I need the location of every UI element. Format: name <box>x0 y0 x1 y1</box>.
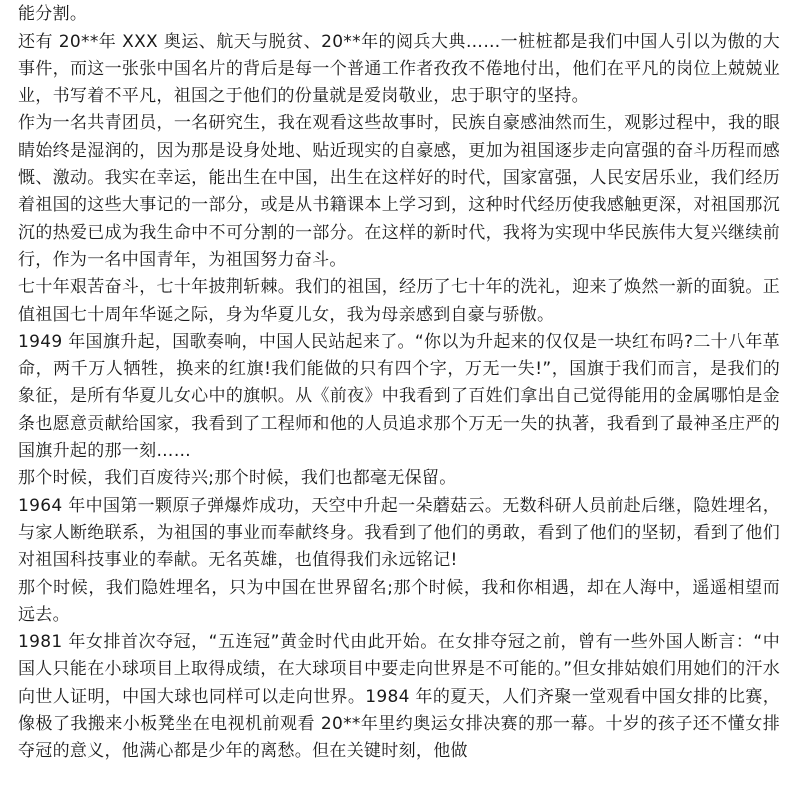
paragraph-1964-atomic-bomb: 1964 年中国第一颗原子弹爆炸成功，天空中升起一朵蘑菇云。无数科研人员前赴后继，隐姓埋名，与家人断绝联系，为祖国的事业而奉献终身。我看到了他们的勇敢，看到了他们的坚韧，看到了他们对祖国科技事业的奉献。无名英雄，也值得我们永远铭记! <box>18 495 780 571</box>
paragraph-seventy-years: 七十年艰苦奋斗，七十年披荆斩棘。我们的祖国，经历了七十年的洗礼，迎来了焕然一新的面貌。正值祖国七十周年华诞之际，身为华夏儿女，我为母亲感到自豪与骄傲。 <box>18 277 780 325</box>
paragraph-that-time-2: 那个时候，我们隐姓埋名，只为中国在世界留名;那个时候，我和你相遇，却在人海中，遥遥相望而远去。 <box>18 577 780 625</box>
paragraph-that-time-1: 那个时候，我们百废待兴;那个时候，我们也都毫无保留。 <box>18 468 457 489</box>
paragraph-1981-volleyball: 1981 年女排首次夺冠，“五连冠”黄金时代由此开始。在女排夺冠之前，曾有一些外国人断言：“中国人只能在小球项目上取得成绩，在大球项目中要走向世界是不可能的。”但女排姑娘们用她们的汗水向世人证明，中国大球也同样可以走向世界。1984 年的夏天，人们齐聚一堂观看中国女排的比赛，像极了我搬来小板凳坐在电视机前观看 20**年里约奥运女排决赛的那一幕。十岁的孩子还不懂女排夺冠的意义，他满心都是少年的离愁。但在关键时刻，他做 <box>18 632 780 762</box>
paragraph-1949-flag: 1949 年国旗升起，国歌奏响，中国人民站起来了。“你以为升起来的仅仅是一块红布吗?二十八年革命，两千万人牺牲，换来的红旗!我们能做的只有四个字，万无一失!”，国旗于我们而言，是我们的象征，是所有华夏儿女心中的旗帜。从《前夜》中我看到了百姓们拿出自己觉得能用的金属哪怕是金条也愿意贡献给国家，我看到了工程师和他的人员追求那个万无一失的执著，我看到了最神圣庄严的国旗升起的那一刻…… <box>18 331 780 462</box>
paragraph-youth-reflection: 作为一名共青团员，一名研究生，我在观看这些故事时，民族自豪感油然而生，观影过程中，我的眼睛始终是湿润的，因为那是设身处地、贴近现实的自豪感，更加为祖国逐步走向富强的奋斗历程而感慨、激动。我实在幸运，能出生在中国，出生在这样好的时代，国家富强，人民安居乐业，我们经历着祖国的这些大事记的一部分，或是从书籍课本上学习到，这种时代经历使我感触更深，对祖国那沉沉的热爱已成为我生命中不可分割的一部分。在这样的新时代，我将为实现中华民族伟大复兴继续前行，作为一名中国青年，为祖国努力奋斗。 <box>18 113 780 270</box>
paragraph-national-events: 还有 20**年 XXX 奥运、航天与脱贫、20**年的阅兵大典……一桩桩都是我们中国人引以为傲的大事件，而这一张张中国名片的背后是每一个普通工作者孜孜不倦地付出，他们在平凡的岗位上兢兢业业，书写着不平凡，祖国之于他们的份量就是爱岗敬业，忠于职守的坚持。 <box>18 31 780 107</box>
paragraph-hong-kong-unity: 能分割。 <box>18 4 88 25</box>
